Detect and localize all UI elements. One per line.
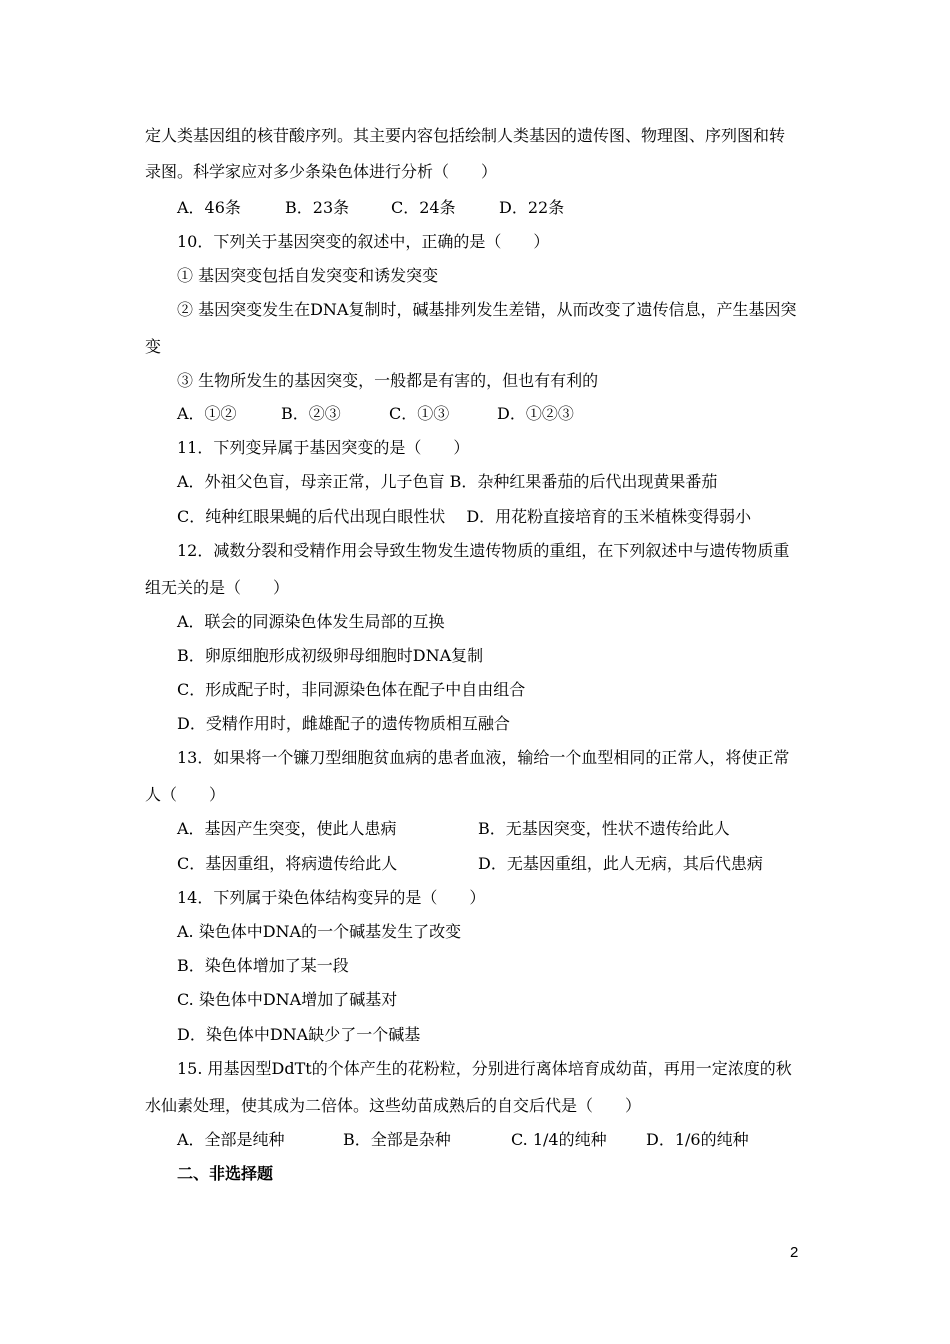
q9-option-b: B．23条 [285,198,350,217]
q10-statement-2-cont: 变 [145,337,162,356]
q15-option-d: D．1/6的纯种 [646,1130,749,1149]
q15-stem-line-1: 15. 用基因型DdTt的个体产生的花粉粒，分别进行离体培育成幼苗，再用一定浓度的秋 [177,1059,792,1078]
q12-option-b: B．卵原细胞形成初级卵母细胞时DNA复制 [177,646,484,665]
q10-statement-1: ① 基因突变包括自发突变和诱发突变 [177,266,439,285]
q10-statement-2: ② 基因突变发生在DNA复制时，碱基排列发生差错，从而改变了遗传信息，产生基因突 [177,300,797,319]
q15-options [177,1130,749,1150]
q13-option-c: C．基因重组，将病遗传给此人 [177,854,398,873]
q9-option-c: C．24条 [391,198,456,217]
q13-option-b: B．无基因突变，性状不遗传给此人 [478,819,730,838]
q11-stem: 11．下列变异属于基因突变的是（ ） [177,438,470,457]
q14-stem: 14．下列属于染色体结构变异的是（ ） [177,888,486,907]
q14-option-a: A. 染色体中DNA的一个碱基发生了改变 [177,922,462,941]
q12-option-c: C．形成配子时，非同源染色体在配子中自由组合 [177,680,526,699]
q12-option-a: A．联会的同源染色体发生局部的互换 [177,612,445,631]
q10-stem: 10．下列关于基因突变的叙述中，正确的是（ ） [177,232,550,251]
q9-text-line-1: 定人类基因组的核苷酸序列。其主要内容包括绘制人类基因的遗传图、物理图、序列图和转 [145,126,786,145]
q10-option-c: C．①③ [389,404,450,423]
q15-option-a: A．全部是纯种 [177,1130,285,1149]
q14-option-d: D．染色体中DNA缺少了一个碱基 [177,1025,421,1044]
q14-option-b: B．染色体增加了某一段 [177,956,349,975]
q10-option-a: A．①② [177,404,237,423]
q10-options [177,404,574,424]
q10-option-d: D．①②③ [497,404,574,423]
q15-stem-line-2: 水仙素处理，使其成为二倍体。这些幼苗成熟后的自交后代是（ ） [145,1096,642,1115]
q13-option-a: A．基因产生突变，使此人患病 [177,819,397,838]
q10-option-b: B．②③ [281,404,341,423]
q12-stem-line-2: 组无关的是（ ） [145,578,290,597]
q10-statement-3: ③ 生物所发生的基因突变，一般都是有害的，但也有有利的 [177,371,599,390]
q12-stem-line-1: 12．减数分裂和受精作用会导致生物发生遗传物质的重组，在下列叙述中与遗传物质重 [177,541,790,560]
q14-option-c: C. 染色体中DNA增加了碱基对 [177,990,398,1009]
q11-options-cd: C．纯种红眼果蝇的后代出现白眼性状 D．用花粉直接培育的玉米植株变得弱小 [177,507,752,526]
q12-option-d: D．受精作用时，雌雄配子的遗传物质相互融合 [177,714,510,733]
q9-text-line-2: 录图。科学家应对多少条染色体进行分析（ ） [145,162,498,181]
q9-option-d: D．22条 [499,198,565,217]
q9-options [177,198,564,218]
q9-option-a: A．46条 [177,198,241,217]
q15-option-c: C. 1/4的纯种 [511,1130,607,1149]
q13-option-d: D．无基因重组，此人无病，其后代患病 [478,854,763,873]
section-title: 二、非选择题 [177,1164,274,1183]
q13-stem-line-2: 人（ ） [145,785,226,804]
page-number: 2 [790,1244,799,1261]
q13-stem-line-1: 13．如果将一个镰刀型细胞贫血病的患者血液，输给一个血型相同的正常人，将使正常 [177,748,790,767]
q11-options-ab: A．外祖父色盲，母亲正常，儿子色盲 B．杂种红果番茄的后代出现黄果番茄 [177,472,718,491]
q15-option-b: B．全部是杂种 [343,1130,451,1149]
